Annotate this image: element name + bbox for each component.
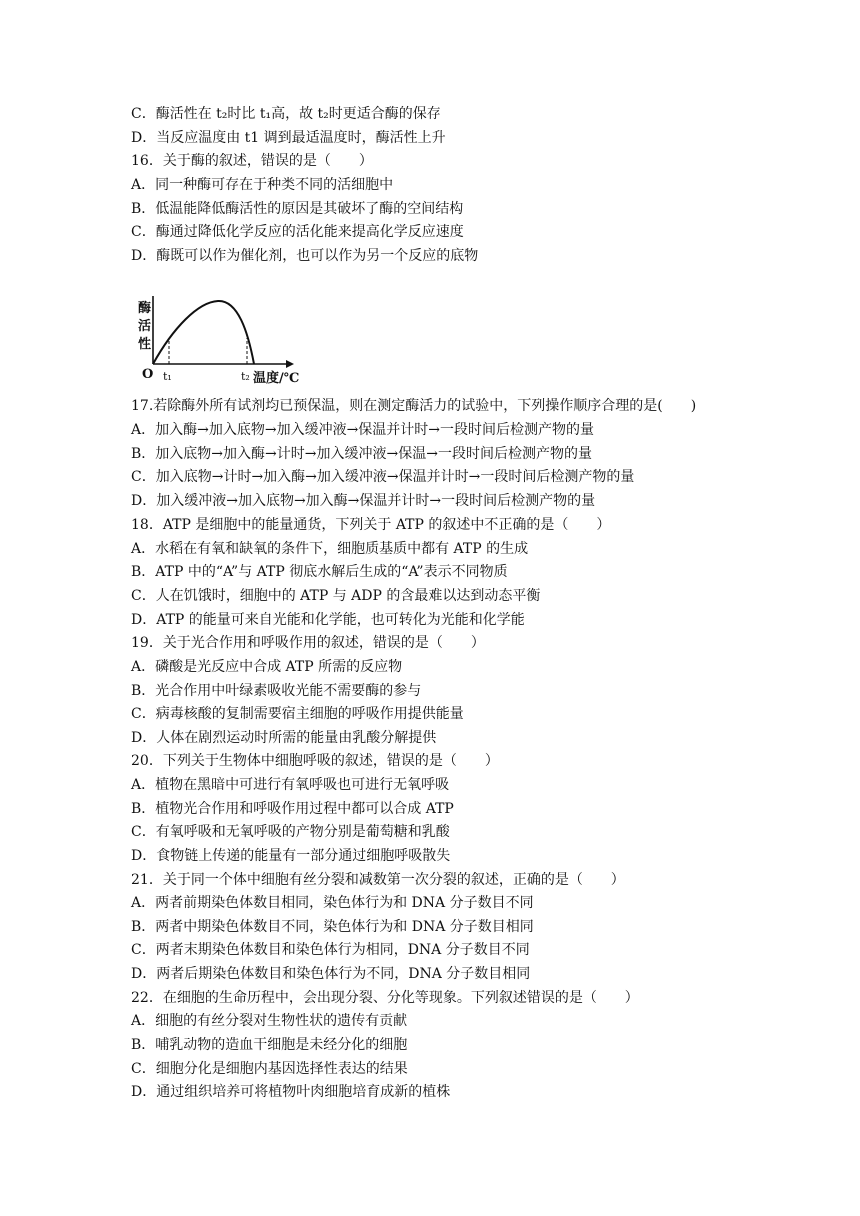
- q16-option-c: C．酶通过降低化学反应的活化能来提高化学反应速度: [131, 224, 464, 240]
- q18-option-a: A．水稻在有氧和缺氧的条件下，细胞质基质中都有 ATP 的生成: [131, 541, 529, 557]
- q15-option-d: D．当反应温度由 t1 调到最适温度时，酶活性上升: [131, 130, 446, 146]
- q20-option-a: A．植物在黑暗中可进行有氧呼吸也可进行无氧呼吸: [131, 777, 450, 793]
- q18-stem: 18．ATP 是细胞中的能量通货，下列关于 ATP 的叙述中不正确的是（ ）: [131, 517, 611, 533]
- q15-option-c: C．酶活性在 t₂时比 t₁高，故 t₂时更适合酶的保存: [131, 106, 441, 122]
- q18-option-d: D．ATP 的能量可来自光能和化学能，也可转化为光能和化学能: [131, 612, 525, 628]
- q20-stem: 20．下列关于生物体中细胞呼吸的叙述，错误的是（ ）: [131, 753, 499, 769]
- q21-option-a: A．两者前期染色体数目相同，染色体行为和 DNA 分子数目不同: [131, 895, 534, 911]
- q19-option-c: C．病毒核酸的复制需要宿主细胞的呼吸作用提供能量: [131, 706, 464, 722]
- q22-option-d: D．通过组织培养可将植物叶肉细胞培育成新的植株: [131, 1084, 451, 1100]
- t1-label: t₁: [163, 370, 172, 383]
- q22-stem: 22．在细胞的生命历程中，会出现分裂、分化等现象。下列叙述错误的是（ ）: [131, 990, 639, 1006]
- q16-option-d: D．酶既可以作为催化剂，也可以作为另一个反应的底物: [131, 248, 479, 264]
- q22-option-a: A．细胞的有丝分裂对生物性状的遗传有贡献: [131, 1013, 408, 1029]
- q19-option-b: B．光合作用中叶绿素吸收光能不需要酶的参与: [131, 683, 422, 699]
- enzyme-activity-temperature-graph: [128, 288, 318, 396]
- q20-option-c: C．有氧呼吸和无氧呼吸的产物分别是葡萄糖和乳酸: [131, 824, 450, 840]
- q17-option-c: C．加入底物→计时→加入酶→加入缓冲液→保温并计时→一段时间后检测产物的量: [131, 469, 635, 485]
- y-axis-label-char-1: 酶: [138, 301, 152, 316]
- q18-option-c: C．人在饥饿时，细胞中的 ATP 与 ADP 的含最难以达到动态平衡: [131, 588, 541, 604]
- origin-label: O: [142, 367, 154, 382]
- q18-option-b: B．ATP 中的“A”与 ATP 彻底水解后生成的“A”表示不同物质: [131, 564, 508, 580]
- q20-option-d: D．食物链上传递的能量有一部分通过细胞呼吸散失: [131, 848, 451, 864]
- q22-option-c: C．细胞分化是细胞内基因选择性表达的结果: [131, 1061, 408, 1077]
- x-axis-label: 温度/℃: [253, 371, 300, 386]
- q17-stem: 17.若除酶外所有试剂均已预保温，则在测定酶活力的试验中，下列操作顺序合理的是( ): [131, 398, 697, 414]
- q19-option-a: A．磷酸是光反应中合成 ATP 所需的反应物: [131, 659, 403, 675]
- q16-option-a: A．同一种酶可存在于种类不同的活细胞中: [131, 177, 394, 193]
- q17-option-d: D．加入缓冲液→加入底物→加入酶→保温并计时→一段时间后检测产物的量: [131, 493, 596, 509]
- q20-option-b: B．植物光合作用和呼吸作用过程中都可以合成 ATP: [131, 801, 454, 817]
- t2-label: t₂: [241, 370, 250, 383]
- q19-option-d: D．人体在剧烈运动时所需的能量由乳酸分解提供: [131, 730, 437, 746]
- x-axis-arrow: [286, 360, 294, 368]
- q17-option-b: B．加入底物→加入酶→计时→加入缓冲液→保温→一段时间后检测产物的量: [131, 446, 592, 462]
- q17-option-a: A．加入酶→加入底物→加入缓冲液→保温并计时→一段时间后检测产物的量: [131, 422, 595, 438]
- q19-stem: 19．关于光合作用和呼吸作用的叙述，错误的是（ ）: [131, 635, 485, 651]
- q21-option-d: D．两者后期染色体数目和染色体行为不同，DNA 分子数目相同: [131, 966, 531, 982]
- q16-option-b: B．低温能降低酶活性的原因是其破坏了酶的空间结构: [131, 201, 464, 217]
- q21-option-c: C．两者末期染色体数目和染色体行为相同，DNA 分子数目不同: [131, 942, 530, 958]
- y-axis-label-char-2: 活: [138, 319, 152, 334]
- q21-option-b: B．两者中期染色体数目不同，染色体行为和 DNA 分子数目相同: [131, 919, 534, 935]
- q21-stem: 21．关于同一个体中细胞有丝分裂和减数第一次分裂的叙述，正确的是（ ）: [131, 872, 625, 888]
- y-axis-label-char-3: 性: [138, 337, 152, 352]
- activity-curve: [153, 301, 254, 364]
- q22-option-b: B．哺乳动物的造血干细胞是未经分化的细胞: [131, 1037, 408, 1053]
- q16-stem: 16．关于酶的叙述，错误的是（ ）: [131, 153, 373, 169]
